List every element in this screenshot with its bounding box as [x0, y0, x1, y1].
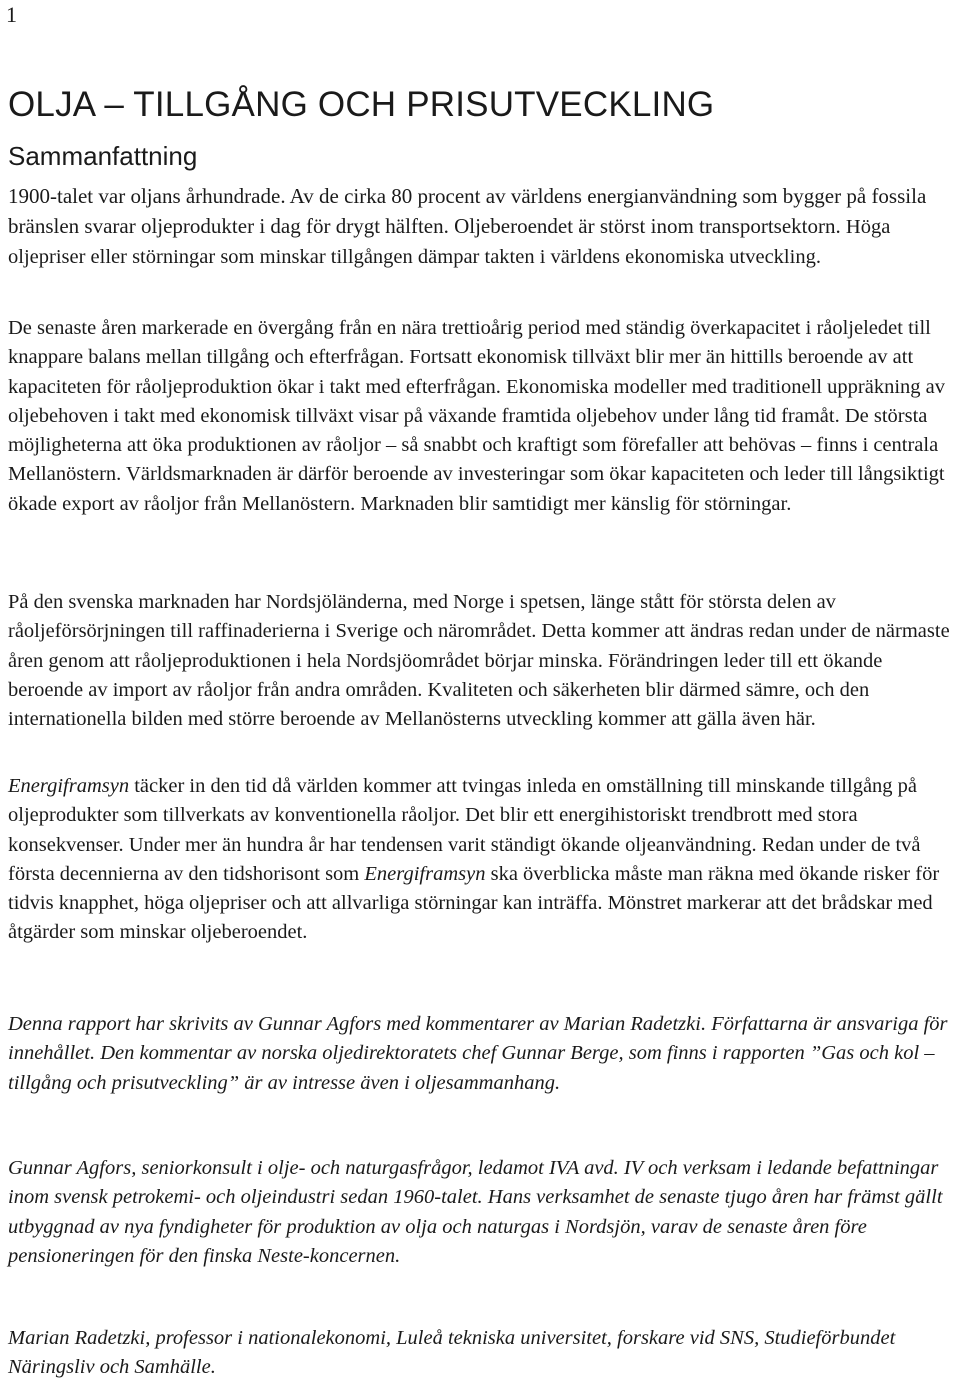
summary-sentences-2: Höga oljepriser eller störningar som minskar tillgången dämpar takten i världens ekonomiska utveckling. — [8, 216, 891, 268]
page-number: 1 — [6, 2, 17, 27]
summary-paragraph — [8, 182, 960, 272]
document-title: OLJA – TILLGÅNG OCH PRISUTVECKLING — [8, 85, 715, 124]
authors-note: Denna rapport har skrivits av Gunnar Agfors med kommentarer av Marian Radetzki. Författarna är ansvariga för innehållet. Den kommentar av norska oljedirektoratets chef Gunnar Berge, som finns i rapporten ”Gas och kol – tillgång och prisutveckling” är av intresse även i oljesammanhang. — [8, 1013, 948, 1094]
energiframsyn-emphasis: Energiframsyn — [8, 775, 130, 797]
author-bio-radetzki: Marian Radetzki, professor i nationalekonomi, Luleå tekniska universitet, forskare vid SNS, Studieförbundet Näringsliv och Samhälle. — [8, 1327, 896, 1379]
section-heading: Sammanfattning — [8, 141, 198, 171]
energiframsyn-paragraph — [8, 772, 960, 948]
market-balance-paragraph: De senaste åren markerade en övergång från en nära trettioårig period med ständig överkapacitet i råoljeledet till knappare balans mellan tillgång och efterfrågan. Fortsatt ekonomisk tillväxt blir mer än hittills beroende av att kapaciteten för råoljeproduktion ökar i takt med efterfrågan. Ekonomiska modeller med traditionell uppräkning av oljebehoven i takt med ekonomisk tillväxt visar på växande framtida oljebehov under lång tid framåt. De största möjligheterna att öka produktionen av råoljor – så snabbt och kraftigt som förefaller att behövas – finns i centrala Mellanöstern. Världsmarknaden är därför beroende av investeringar som ökar kapaciteten och leder till långsiktigt ökade export av råoljor från Mellanöstern. Marknaden blir samtidigt mer känslig för störningar. — [8, 317, 945, 515]
energiframsyn-emphasis: Energiframsyn — [364, 862, 486, 885]
energiframsyn-text-1: täcker in den tid då världen kommer att tvingas inleda en omställning till minskande tillgång på oljeprodukter som tillverkats av konventionella råoljor. Det blir ett energihistoriskt trendbrott med stora konsekvenser. Under mer än hundra år har tendensen varit ständigt ökande oljeanvändning. Redan under de två första decennierna av den tidshorisont som — [8, 775, 921, 885]
energiframsyn-text-2: ska överblicka måste man räkna med ökande risker för tidvis knapphet, höga oljepriser och att allvarliga störningar kan inträffa. Mönstret markerar att det brådskar med åtgärder som minskar oljeberoendet. — [8, 862, 940, 944]
summary-sentences-1: 1900-talet var oljans århundrade. Av de cirka 80 procent av världens energianvändning som bygger på fossila bränslen svarar oljeprodukter i dag för drygt hälften. Oljeberoendet är störst inom transportsektorn. — [8, 184, 927, 239]
swedish-market-paragraph: På den svenska marknaden har Nordsjöländerna, med Norge i spetsen, länge stått för största delen av råoljeförsörjningen till raffinaderierna i Sverige och närområdet. Detta kommer att ändras redan under de närmaste åren genom att råoljeproduktionen i hela Nordsjöområdet börjar minska. Förändringen leder till ett ökande beroende av import av råoljor från andra områden. Kvaliteten och säkerheten blir därmed sämre, och den internationella bilden med större beroende av Mellanösterns utveckling kommer att gälla även här. — [8, 591, 950, 731]
author-bio-agfors: Gunnar Agfors, seniorkonsult i olje- och naturgasfrågor, ledamot IVA avd. IV och verksam i ledande befattningar inom svensk petrokemi- och oljeindustri sedan 1960-talet. Hans verksamhet de senaste tjugo åren har främst gällt utbyggnad av nya fyndigheter för produktion av olja och naturgas i Nordsjön, varav de senaste åren före pensioneringen för den finska Neste-koncernen. — [8, 1157, 943, 1267]
